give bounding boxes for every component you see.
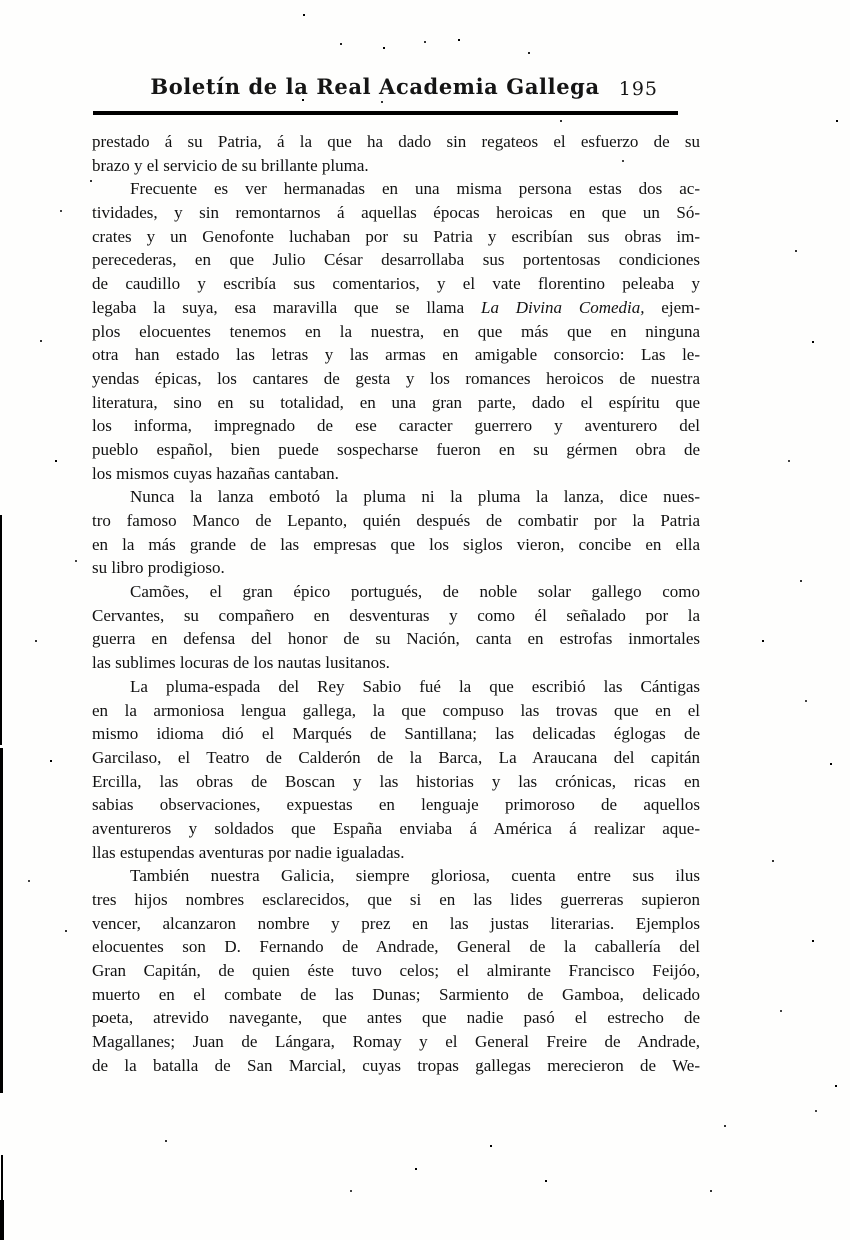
text-line: Frecuente es ver hermanadas en una misma persona estas dos ac-	[130, 179, 700, 199]
text-line: mismo idioma dió el Marqués de Santillana; las delicadas églogas de	[92, 724, 700, 744]
text-line: su libro prodigioso.	[92, 558, 225, 578]
text-line: Camões, el gran épico portugués, de noble solar gallego como	[130, 582, 700, 602]
paragraph	[92, 675, 700, 865]
text-line: de la batalla de San Marcial, cuyas tropas gallegas merecieron de We-	[92, 1055, 700, 1075]
header-rule	[93, 111, 678, 115]
text-line: los mismos cuyas hazañas cantaban.	[92, 463, 339, 483]
text-line: guerra en defensa del honor de su Nación, canta en estrofas inmortales	[92, 629, 700, 649]
paragraph	[92, 485, 700, 580]
text-line: sabias observaciones, expuestas en lenguaje primoroso de aquellos	[92, 795, 700, 815]
page-number: 195	[618, 78, 658, 100]
text-line	[92, 296, 700, 320]
text-line: tro famoso Manco de Lepanto, quién después de combatir por la Patria	[92, 511, 700, 530]
text-line: prestado á su Patria, á la que ha dado sin regateos el esfuerzo de su	[92, 132, 700, 151]
text-line: en la más grande de las empresas que los siglos vieron, concibe en ella	[92, 534, 700, 554]
paragraph	[92, 177, 700, 485]
italic-book-title: La Divina Comedia,	[480, 297, 645, 317]
scan-edge-artifact	[0, 1200, 4, 1240]
text-line: La pluma-espada del Rey Sabio fué la que escribió las Cántigas	[130, 676, 700, 696]
scan-edge-artifact	[0, 515, 2, 745]
text-line: Nunca la lanza embotó la pluma ni la pluma la lanza, dice nues-	[130, 487, 700, 507]
page-body	[92, 130, 700, 1078]
text-line: poeta, atrevido navegante, que antes que nadie pasó el estrecho de	[92, 1008, 700, 1028]
text-line: literatura, sino en su totalidad, en una gran parte, dado el espíritu que	[92, 392, 700, 412]
text-line: vencer, alcanzaron nombre y prez en las justas literarias. Ejemplos	[92, 913, 700, 933]
text-line: plos elocuentes tenemos en la nuestra, en que más que en ninguna	[92, 321, 700, 341]
scan-noise-speckles	[0, 0, 2, 2]
text-segment: ejem-	[644, 297, 700, 317]
text-line: en la armoniosa lengua gallega, la que compuso las trovas que en el	[92, 700, 700, 720]
text-line: llas estupendas aventuras por nadie igualadas.	[92, 842, 405, 862]
text-line: aventureros y soldados que España enviaba á América á realizar aque-	[92, 818, 700, 838]
text-segment: legaba la suya, esa maravilla que se llama	[92, 297, 481, 317]
text-line: elocuentes son D. Fernando de Andrade, General de la caballería del	[92, 937, 700, 957]
text-line: yendas épicas, los cantares de gesta y los romances heroicos de nuestra	[92, 368, 700, 388]
text-line: tividades, y sin remontarnos á aquellas épocas heroicas en que un Só-	[92, 203, 700, 223]
text-line: Gran Capitán, de quien éste tuvo celos; el almirante Francisco Feijóo,	[92, 961, 700, 981]
text-line: perecederas, en que Julio César desarrollaba sus portentosas condiciones	[92, 250, 700, 270]
text-line: de caudillo y escribía sus comentarios, y el vate florentino peleaba y	[92, 274, 700, 294]
text-line: brazo y el servicio de su brillante pluma.	[92, 155, 369, 175]
text-line: Cervantes, su compañero en desventuras y como él señalado por la	[92, 605, 700, 625]
text-line: muerto en el combate de las Dunas; Sarmiento de Gamboa, delicado	[92, 984, 700, 1004]
scan-edge-artifact	[0, 748, 3, 1093]
text-line: Magallanes; Juan de Lángara, Romay y el General Freire de Andrade,	[92, 1032, 700, 1052]
text-line: otra han estado las letras y las armas en amigable consorcio: Las le-	[92, 345, 700, 365]
text-line: las sublimes locuras de los nautas lusitanos.	[92, 653, 390, 673]
paragraph	[92, 864, 700, 1077]
text-line: crates y un Genofonte luchaban por su Patria y escribían sus obras im-	[92, 226, 700, 246]
text-line: tres hijos nombres esclarecidos, que si en las lides guerreras supieron	[92, 890, 700, 909]
text-line: Garcilaso, el Teatro de Calderón de la Barca, La Araucana del capitán	[92, 747, 700, 767]
text-line: pueblo español, bien puede sospecharse fueron en su gérmen obra de	[92, 439, 700, 459]
paragraph	[92, 130, 700, 177]
text-line: Ercilla, las obras de Boscan y las historias y las crónicas, ricas en	[92, 771, 700, 791]
paragraph	[92, 580, 700, 675]
text-line: los informa, impregnado de ese caracter guerrero y aventurero del	[92, 416, 700, 436]
text-line: También nuestra Galicia, siempre gloriosa, cuenta entre sus ilus	[130, 866, 700, 886]
page-header-title: Boletín de la Real Academia Gallega	[150, 74, 600, 99]
